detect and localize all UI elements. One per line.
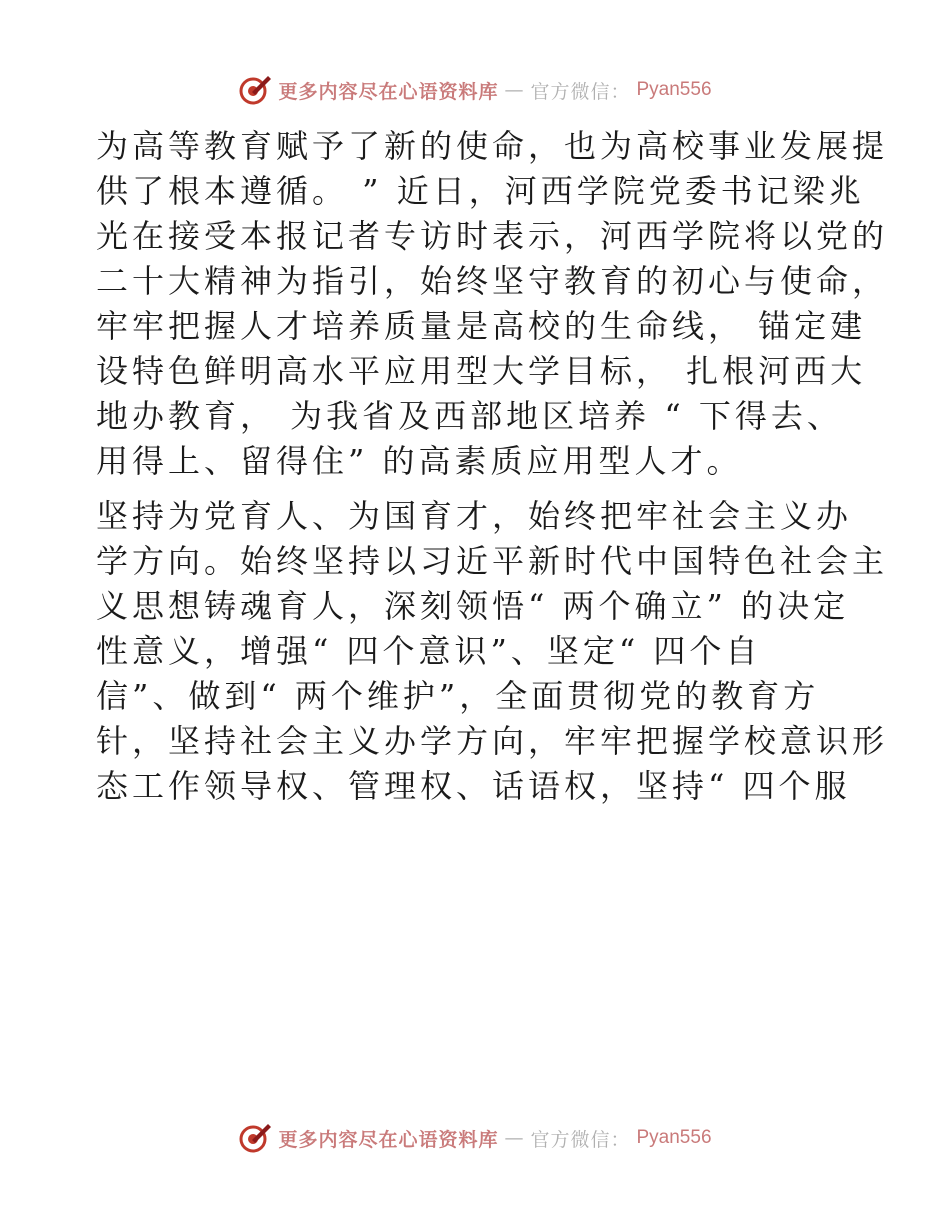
text-line: 义思想铸魂育人，深刻领悟“ 两个确立” 的决定 (96, 587, 850, 625)
text-line: 信”、做到“ 两个维护”，全面贯彻党的教育方 (96, 677, 820, 715)
pen-logo-icon (238, 1121, 272, 1155)
text-line: 用得上、留得住” 的高素质应用型人才。 (96, 442, 743, 480)
paragraph-1 (96, 124, 889, 484)
watermark-wechat-id: Pyan556 (636, 1127, 712, 1148)
text-line: 学方向。始终坚持以习近平新时代中国特色社会主 (96, 542, 889, 580)
text-line: 性意义，增强“ 四个意识”、坚定“ 四个自 (96, 632, 762, 670)
text-line: 设特色鲜明高水平应用型大学目标， 扎根河西大 (96, 352, 867, 390)
text-line: 供了根本遵循。 ” 近日，河西学院党委书记梁兆 (96, 172, 865, 210)
text-line: 针，坚持社会主义办学方向，牢牢把握学校意识形 (96, 722, 889, 760)
footer-watermark (0, 1118, 950, 1158)
document-body (96, 124, 889, 809)
watermark-text: 更多内容尽在心语资料库 (278, 80, 499, 103)
watermark-label: 官方微信： (530, 80, 631, 103)
text-line: 牢牢把握人才培养质量是高校的生命线， 锚定建 (96, 307, 867, 345)
watermark-separator: — (504, 79, 525, 101)
watermark-separator: — (504, 1127, 525, 1149)
text-line: 为高等教育赋予了新的使命，也为高校事业发展提 (96, 127, 889, 165)
watermark-label: 官方微信： (530, 1128, 631, 1151)
text-line: 地办教育， 为我省及西部地区培养 “ 下得去、 (96, 397, 843, 435)
watermark-text: 更多内容尽在心语资料库 (278, 1128, 499, 1151)
header-watermark (0, 70, 950, 110)
text-line: 二十大精神为指引，始终坚守教育的初心与使命， (96, 262, 889, 300)
text-line: 态工作领导权、管理权、话语权，坚持“ 四个服 (96, 767, 851, 805)
text-line: 光在接受本报记者专访时表示，河西学院将以党的 (96, 217, 889, 255)
paragraph-2 (96, 494, 889, 809)
text-line: 坚持为党育人、为国育才，始终把牢社会主义办 (96, 497, 853, 535)
pen-logo-icon (238, 73, 272, 107)
watermark-wechat-id: Pyan556 (636, 79, 712, 100)
